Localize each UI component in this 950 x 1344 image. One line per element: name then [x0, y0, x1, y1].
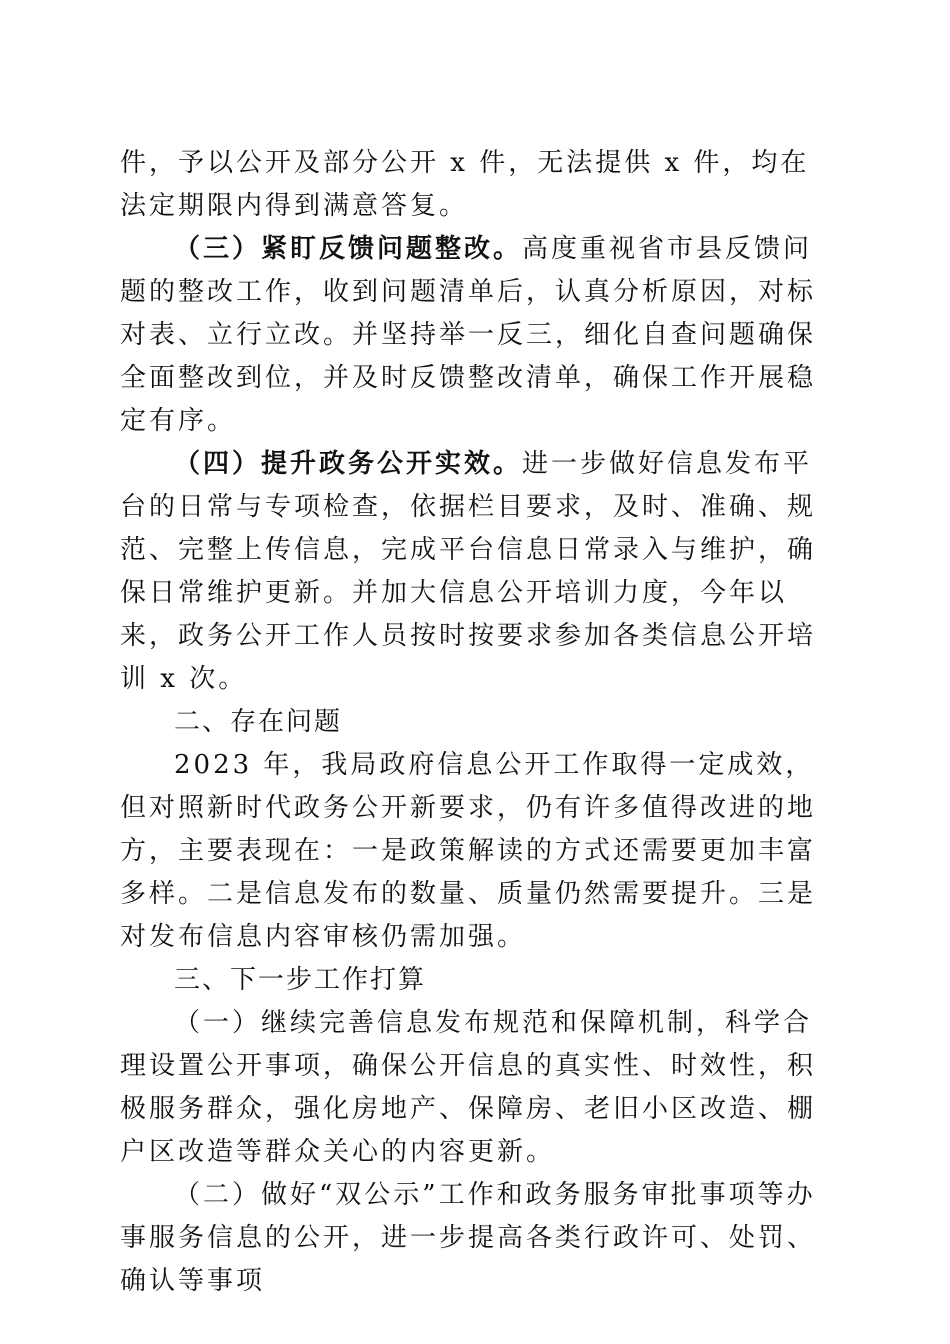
paragraph-next-step-1: （一）继续完善信息发布规范和保障机制，科学合理设置公开事项，确保公开信息的真实性、时效性，积极服务群众，强化房地产、保障房、老旧小区改造、棚户区改造等群众关心的内容更新。: [120, 1008, 817, 1167]
section-heading-next-steps: 三、下一步工作打算: [174, 965, 427, 995]
paragraph-text: 高度重视省市县反馈问题的整改工作，收到问题清单后，认真分析原因，对标对表、立行立改。并坚持举一反三，细化自查问题确保全面整改到位，并及时反馈整改清单，确保工作开展稳定有序。: [120, 234, 817, 436]
paragraph-feedback-rectification: [120, 228, 832, 443]
paragraph-text: 进一步做好信息发布平台的日常与专项检查，依据栏目要求，及时、准确、规范、完整上传信息，完成平台信息日常录入与维护，确保日常维护更新。并加大信息公开培训力度，今年以来，政务公开工作人员按时按要求参加各类信息公开培训 x 次。: [120, 449, 817, 694]
paragraph-continuation: 件，予以公开及部分公开 x 件，无法提供 x 件，均在法定期限内得到满意答复。: [120, 148, 810, 221]
paragraph-next-step-2: （二）做好“双公示”工作和政务服务审批事项等办事服务信息的公开，进一步提高各类行政许可、处罚、确认等事项: [120, 1180, 817, 1296]
paragraph-improve-effectiveness: [120, 443, 832, 701]
paragraph-lead: （四）提升政务公开实效。: [174, 449, 523, 479]
paragraph-problems: 2023 年，我局政府信息公开工作取得一定成效，但对照新时代政务公开新要求，仍有许多值得改进的地方，主要表现在：一是政策解读的方式还需要更加丰富多样。二是信息发布的数量、质量仍然需要提升。三是对发布信息内容审核仍需加强。: [120, 750, 817, 952]
section-heading-problems: 二、存在问题: [174, 707, 343, 737]
document-body: [120, 142, 832, 1303]
paragraph-lead: （三）紧盯反馈问题整改。: [174, 234, 523, 264]
